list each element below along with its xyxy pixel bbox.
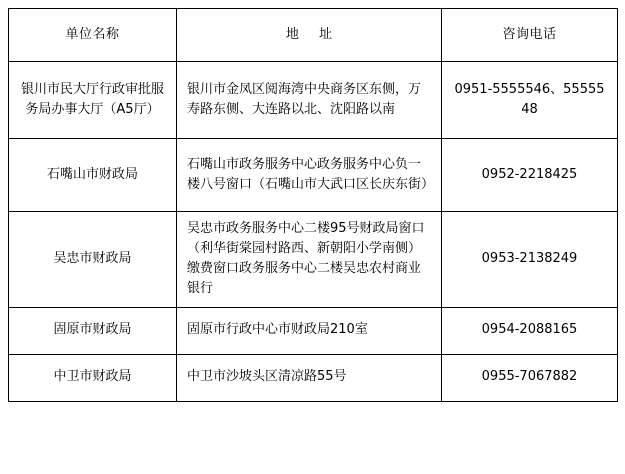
- cell-address: 石嘴山市政务服务中心政务服务中心负一楼八号窗口（石嘴山市大武口区长庆东街）: [177, 139, 442, 212]
- table-row: [9, 62, 618, 139]
- cell-unit-name: 固原市财政局: [9, 307, 177, 354]
- cell-address: 银川市金凤区阅海湾中央商务区东侧，万寿路东侧、大连路以北、沈阳路以南: [177, 62, 442, 139]
- cell-phone: 0955-7067882: [442, 354, 618, 401]
- cell-phone: 0953-2138249: [442, 212, 618, 308]
- cell-address: 固原市行政中心市财政局210室: [177, 307, 442, 354]
- table-row: [9, 307, 618, 354]
- contact-info-table: [8, 8, 618, 402]
- cell-address: 中卫市沙坡头区清凉路55号: [177, 354, 442, 401]
- cell-unit-name: 吴忠市财政局: [9, 212, 177, 308]
- column-header-phone: 咨询电话: [442, 9, 618, 62]
- table-body: [9, 62, 618, 402]
- table-row: [9, 212, 618, 308]
- column-header-address: 地 址: [177, 9, 442, 62]
- cell-address: 吴忠市政务服务中心二楼95号财政局窗口（利华街棠园村路西、新朝阳小学南侧）缴费窗口政务服务中心二楼吴忠农村商业银行: [177, 212, 442, 308]
- table-row: [9, 354, 618, 401]
- cell-unit-name: 石嘴山市财政局: [9, 139, 177, 212]
- cell-unit-name: 中卫市财政局: [9, 354, 177, 401]
- table-row: [9, 139, 618, 212]
- cell-unit-name: 银川市民大厅行政审批服务局办事大厅（A5厅）: [9, 62, 177, 139]
- table-header: [9, 9, 618, 62]
- table-header-row: [9, 9, 618, 62]
- column-header-name: 单位名称: [9, 9, 177, 62]
- cell-phone: 0954-2088165: [442, 307, 618, 354]
- cell-phone: 0952-2218425: [442, 139, 618, 212]
- cell-phone: 0951-5555546、5555548: [442, 62, 618, 139]
